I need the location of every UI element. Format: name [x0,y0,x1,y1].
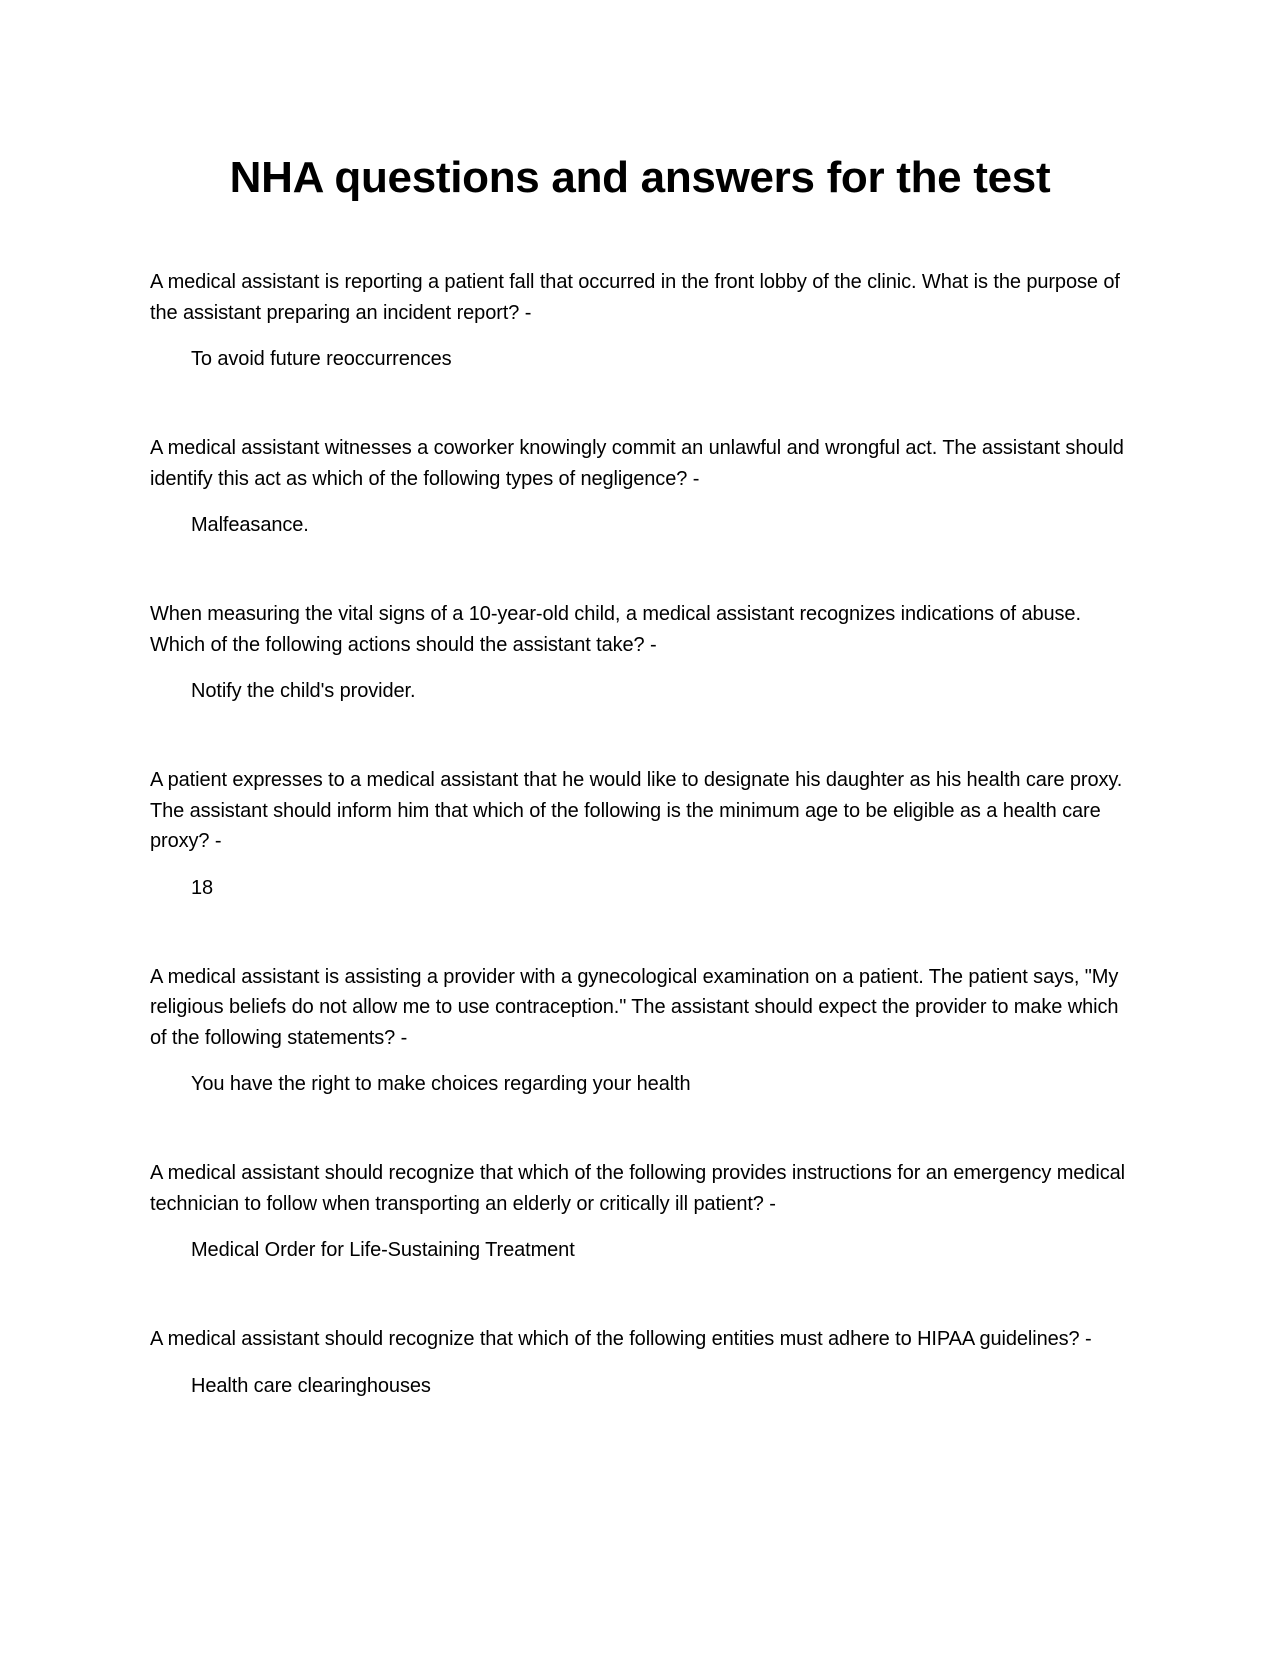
question-text: A medical assistant should recognize that which of the following entities must adhere to HIPAA guidelines? - [150,1328,1092,1350]
answer-text: Malfeasance. [191,514,309,536]
answer-text: Medical Order for Life-Sustaining Treatment [191,1239,575,1261]
qa-item [150,1324,1130,1401]
qa-item [150,433,1130,540]
qa-item [150,765,1130,903]
document-title: NHA questions and answers for the test [229,153,1051,202]
qa-item [150,599,1130,706]
question-text: A medical assistant witnesses a coworker knowingly commit an unlawful and wrongful act. The assistant should identify this act as which of the following types of negligence? - [150,437,1124,490]
answer-text: Health care clearinghouses [191,1374,431,1397]
question-text: A patient expresses to a medical assistant that he would like to designate his daughter as his health care proxy. The assistant should inform him that which of the following is the minimum age to be eligible as a health care proxy? - [150,769,1123,852]
answer-text: Notify the child's provider. [191,680,416,702]
question-text: A medical assistant is assisting a provider with a gynecological examination on a patient. The patient says, "My religious beliefs do not allow me to use contraception." The assistant should expect the provider to make which of the following statements? - [150,965,1119,1049]
answer-text: You have the right to make choices regarding your health [191,1073,691,1095]
qa-item [150,267,1130,374]
answer-text: 18 [191,876,214,899]
question-text: A medical assistant should recognize that which of the following provides instructions for an emergency medical technician to follow when transporting an elderly or critically ill patient? - [150,1162,1125,1215]
question-text: A medical assistant is reporting a patient fall that occurred in the front lobby of the clinic. What is the purpose of the assistant preparing an incident report? - [150,271,1120,324]
qa-list [150,267,1130,1401]
question-text: When measuring the vital signs of a 10-year-old child, a medical assistant recognizes indications of abuse. Which of the following actions should the assistant take? - [150,603,1081,656]
qa-item [150,1158,1130,1265]
answer-text: To avoid future reoccurrences [191,348,452,370]
qa-item [150,962,1130,1100]
